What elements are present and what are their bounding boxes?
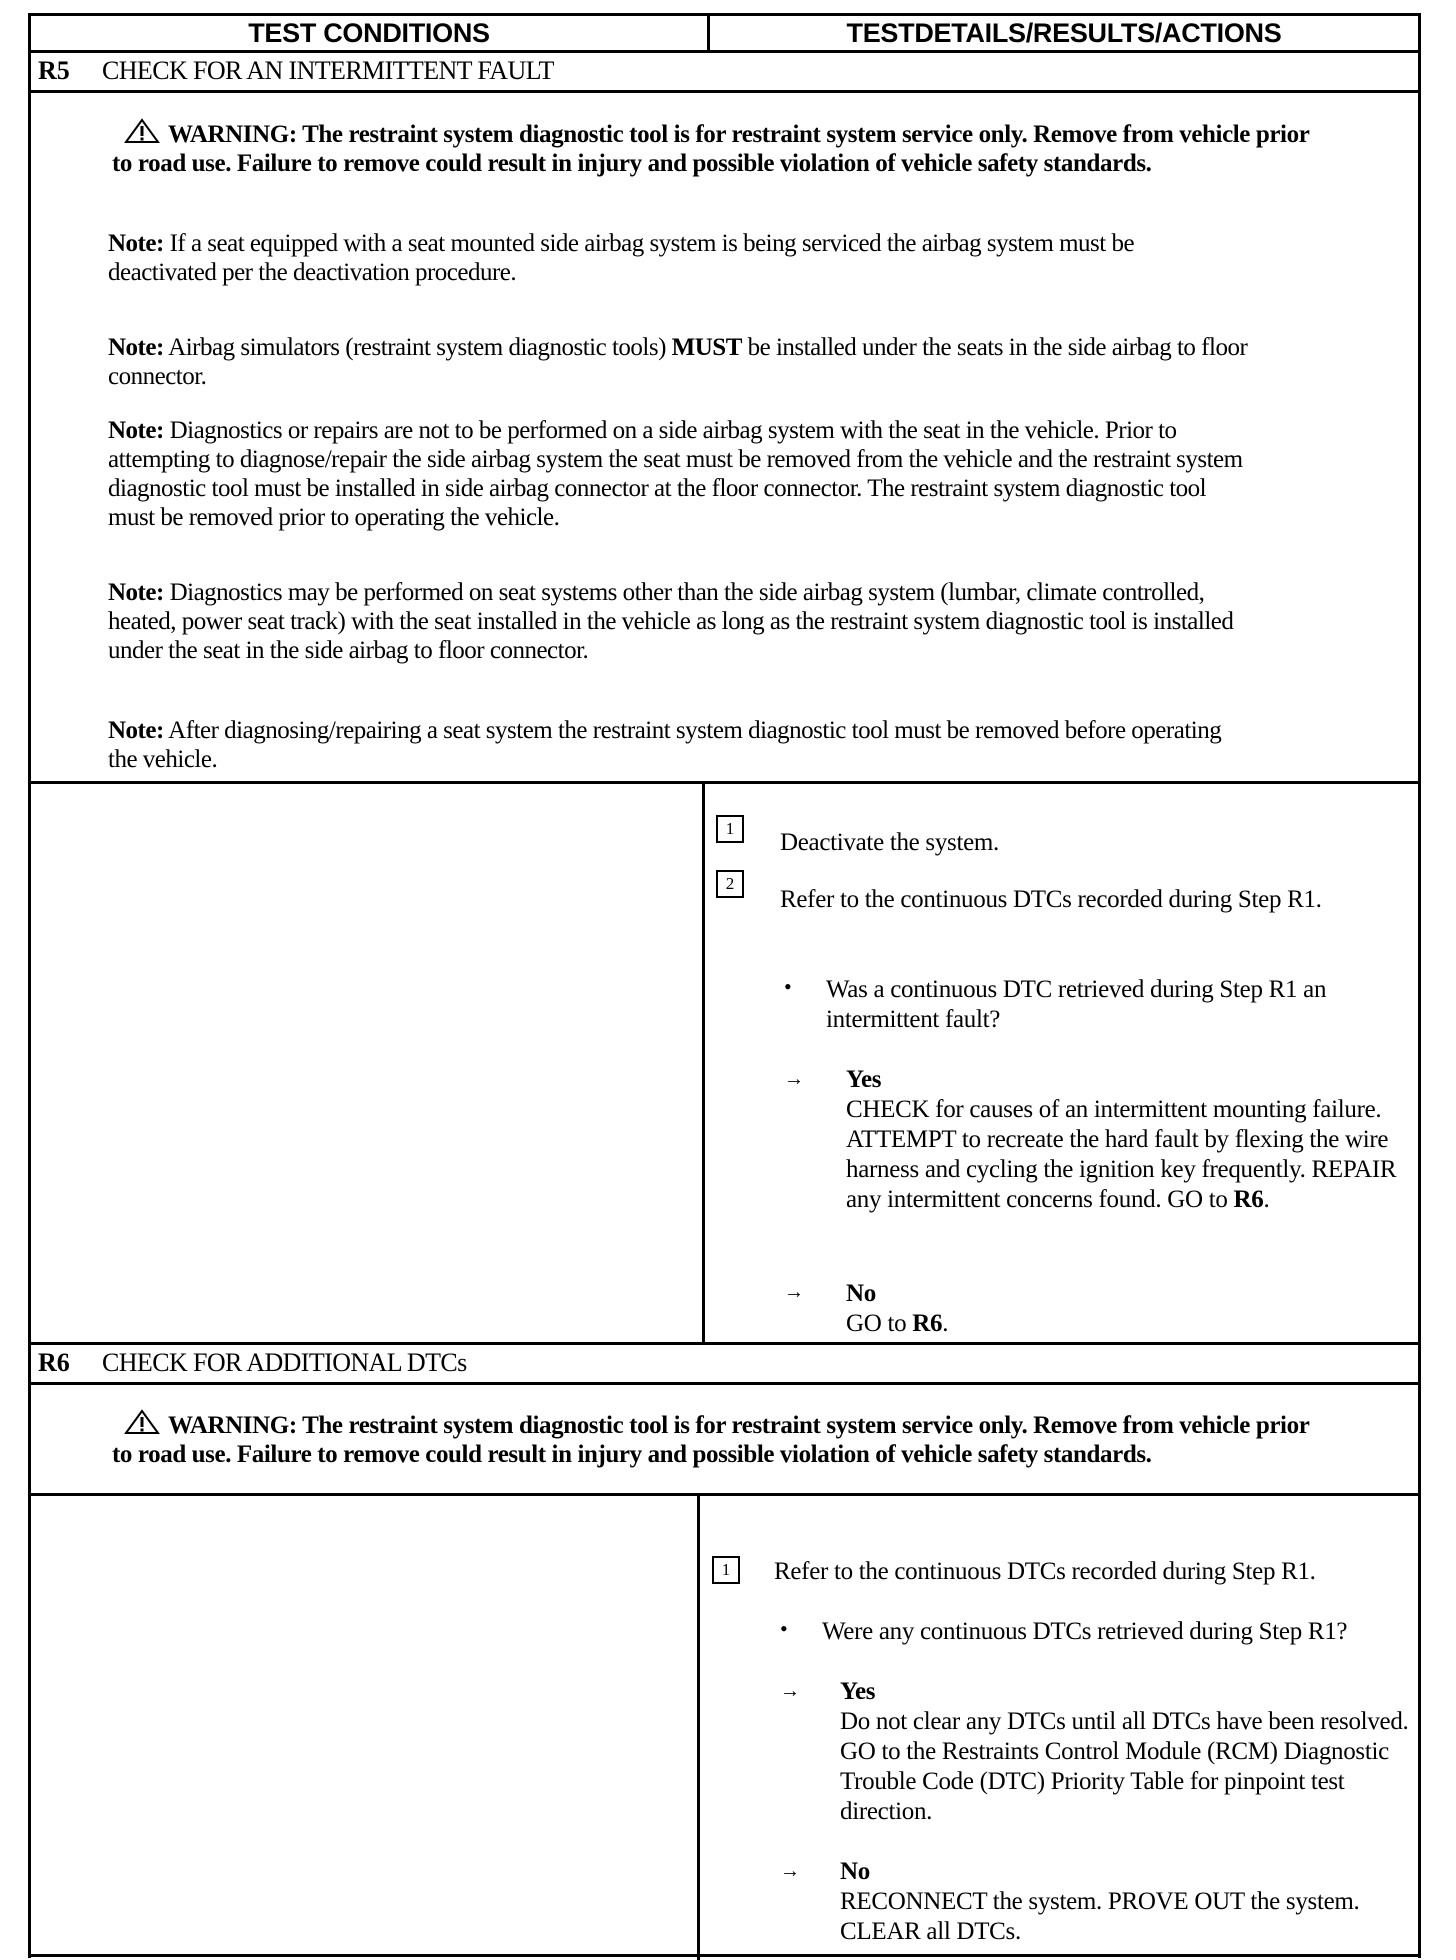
r6-result-no [840,1857,1410,1947]
r5-step-code: R5 [38,56,70,85]
note-label: Note: [108,230,164,257]
table-left-border [28,13,31,1958]
result-end: . [942,1310,949,1337]
r5-note-5 [108,716,1248,774]
note-text: After diagnosing/repairing a seat system the restraint system diagnostic tool must be removed before operating the vehicle. [108,717,1222,773]
r5-step-title: CHECK FOR AN INTERMITTENT FAULT [102,56,554,85]
r6-step-1-number-box: 1 [712,1556,740,1584]
r6-question: Were any continuous DTCs retrieved during Step R1? [822,1618,1348,1645]
result-label-no: No [846,1280,876,1307]
table-right-border [1418,13,1421,1958]
r5-step-2-number-box: 2 [716,870,744,898]
arrow-right-icon: → [780,1860,800,1882]
arrow-right-icon: → [784,1068,804,1090]
header-test-conditions: TEST CONDITIONS [248,18,490,48]
r5-notes-bottom-border [28,781,1421,784]
r6-step-1-text: Refer to the continuous DTCs recorded during Step R1. [774,1558,1316,1585]
arrow-right-icon: → [784,1281,804,1303]
bullet-icon: • [784,974,792,999]
r6-warning-text: WARNING: The restraint system diagnostic tool is for restraint system service only. Remove from vehicle prior to road use. Failure to remove could result in injury and possible violation of vehicle safety standards. [112,1412,1309,1468]
r5-note-4 [108,578,1248,665]
r5-column-divider [702,781,705,1345]
r6-warning-bottom-border [28,1493,1421,1496]
result-text: Do not clear any DTCs until all DTCs have been resolved. GO to the Restraints Control Module (RCM) Diagnostic Trouble Code (DTC) Priority Table for pinpoint test direction. [840,1708,1409,1825]
r5-result-yes [846,1065,1406,1215]
result-text: CHECK for causes of an intermittent mounting failure. ATTEMPT to recreate the hard fault by flexing the wire harness and cycling the ignition key frequently. REPAIR any intermittent concerns found. GO to [846,1096,1397,1213]
table-top-border [28,13,1421,16]
note-emphasis: MUST [671,334,742,361]
r5-note-2 [108,333,1248,391]
warning-triangle-icon [124,118,160,144]
r5-warning [112,118,1332,178]
r5-note-1 [108,229,1248,287]
result-label-yes: Yes [846,1066,882,1093]
goto-step-link[interactable]: R6 [912,1310,943,1337]
note-label: Note: [108,717,164,744]
note-text: Diagnostics or repairs are not to be performed on a side airbag system with the seat in the vehicle. Prior to attempting to diagnose/repair the side airbag system the seat must be removed from the vehicle and the restraint system diagnostic tool must be installed in side airbag connector at the floor connector. The restraint system diagnostic tool must be removed prior to operating the vehicle. [108,417,1243,531]
r6-step-code: R6 [38,1348,70,1377]
r6-column-divider [697,1493,700,1960]
note-text: If a seat equipped with a seat mounted side airbag system is being serviced the airbag system must be deactivated per the deactivation procedure. [108,230,1135,286]
arrow-right-icon: → [780,1680,800,1702]
r6-section-title [38,1345,467,1381]
result-label-yes: Yes [840,1678,876,1705]
r5-step-2-text: Refer to the continuous DTCs recorded during Step R1. [780,886,1322,913]
r5-warning-text: WARNING: The restraint system diagnostic tool is for restraint system service only. Remove from vehicle prior to road use. Failure to remove could result in injury and possible violation of vehicle safety standards. [112,121,1309,177]
header-test-details: TESTDETAILS/RESULTS/ACTIONS [846,18,1282,48]
note-label: Note: [108,334,164,361]
bullet-icon: • [780,1616,788,1641]
r5-result-no [846,1279,1406,1339]
note-label: Note: [108,417,164,444]
r6-result-yes [840,1677,1410,1827]
result-end: . [1263,1186,1270,1213]
r5-step-1-text: Deactivate the system. [780,829,1000,856]
result-label-no: No [840,1858,870,1885]
r6-step-title: CHECK FOR ADDITIONAL DTCs [102,1348,467,1377]
r6-title-bottom-border [28,1382,1421,1385]
goto-step-link[interactable]: R6 [1233,1186,1264,1213]
r5-section-title [38,53,554,89]
r5-question: Was a continuous DTC retrieved during Step R1 an intermittent fault? [826,976,1327,1033]
r6-warning [112,1409,1332,1469]
note-text: Diagnostics may be performed on seat systems other than the side airbag system (lumbar, climate controlled, heated, power seat track) with the seat installed in the vehicle as long as the restraint system diagnostic tool is installed under the seat in the side airbag to floor connector. [108,579,1234,664]
warning-triangle-icon [124,1409,160,1435]
r5-note-3 [108,416,1248,532]
note-text: Airbag simulators (restraint system diagnostic tools) [163,334,672,361]
result-text: RECONNECT the system. PROVE OUT the system. CLEAR all DTCs. [840,1888,1360,1945]
r5-step-1-number-box: 1 [716,815,744,843]
note-text: be installed under the seats in the side airbag to floor connector. [108,334,1248,390]
r5-title-bottom-border [28,90,1421,93]
note-label: Note: [108,579,164,606]
result-text: GO to [846,1310,913,1337]
table-bottom-border [28,1954,1421,1957]
